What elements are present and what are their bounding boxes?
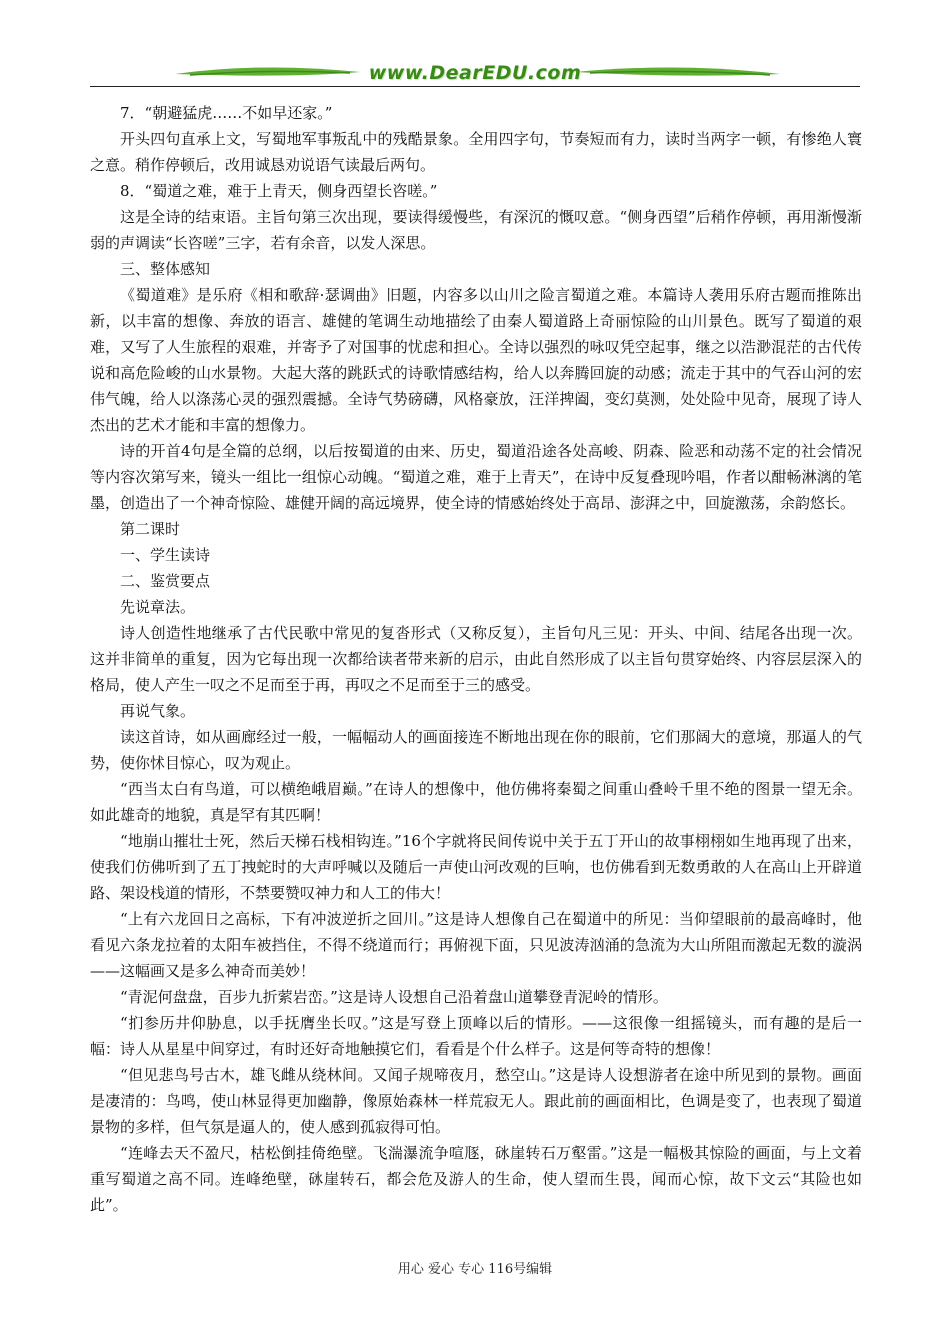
paragraph: 8．“蜀道之难，难于上青天，侧身西望长咨嗟。” <box>120 182 438 200</box>
paragraph: 7．“朝避猛虎……不如早还家。” <box>120 104 333 122</box>
paragraph: 再说气象。 <box>120 702 196 720</box>
paragraph: 诗人创造性地继承了古代民歌中常见的复沓形式（又称反复），主旨句凡三见：开头、中间、结尾各出现一次。这并非简单的重复，因为它每出现一次都给读者带来新的启示，由此自然形成了以主旨句贯穿始终、内容层层深入的格局，使人产生一叹之不足而至于再，再叹之不足而至于三的感受。 <box>90 624 862 694</box>
paragraph: “青泥何盘盘，百步九折萦岩峦。”这是诗人设想自己沿着盘山道攀登青泥岭的情形。 <box>120 988 668 1006</box>
paragraph: 诗的开首4句是全篇的总纲，以后按蜀道的由来、历史，蜀道沿途各处高峻、阴森、险恶和动荡不定的社会情况等内容次第写来，镜头一组比一组惊心动魄。“蜀道之难，难于上青天”，在诗中反复叠现吟唱，作者以酣畅淋漓的笔墨，创造出了一个神奇惊险、雄健开阔的高远境界，使全诗的情感始终处于高昂、澎湃之中，回旋激荡，余韵悠长。 <box>90 442 862 512</box>
paragraph: 读这首诗，如从画廊经过一般，一幅幅动人的画面接连不断地出现在你的眼前，它们那阔大的意境，那逼人的气势，使你怵目惊心，叹为观止。 <box>90 728 862 772</box>
paragraph: “地崩山摧壮士死，然后天梯石栈相钩连。”16个字就将民间传说中关于五丁开山的故事栩栩如生地再现了出来，使我们仿佛听到了五丁拽蛇时的大声呼喊以及随后一声使山河改观的巨响，也仿佛看到无数勇敢的人在高山上开辟道路、架设栈道的情形，不禁要赞叹神力和人工的伟大！ <box>90 832 862 902</box>
section-heading: 第二课时 <box>120 520 181 538</box>
paragraph: “扪参历井仰胁息，以手抚膺坐长叹。”这是写登上顶峰以后的情形。——这很像一组摇镜头，而有趣的是后一幅：诗人从星星中间穿过，有时还好奇地触摸它们，看看是个什么样子。这是何等奇特的想像！ <box>90 1014 862 1058</box>
header-divider <box>90 86 860 87</box>
section-heading: 一、学生读诗 <box>120 546 211 564</box>
paragraph: 这是全诗的结束语。主旨句第三次出现，要读得缓慢些，有深沉的慨叹意。“侧身西望”后稍作停顿，再用渐慢渐弱的声调读“长咨嗟”三字，若有余音，以发人深思。 <box>90 208 862 252</box>
paragraph: 开头四句直承上文，写蜀地军事叛乱中的残酷景象。全用四字句，节奏短而有力，读时当两字一顿，有惨绝人寰之意。稍作停顿后，改用诚恳劝说语气读最后两句。 <box>90 130 862 174</box>
section-heading: 三、整体感知 <box>120 260 211 278</box>
page-footer: 用心 爱心 专心 116号编辑 <box>397 1262 553 1277</box>
paragraph: 《蜀道难》是乐府《相和歌辞·瑟调曲》旧题，内容多以山川之险言蜀道之难。本篇诗人袭用乐府古题而推陈出新，以丰富的想像、奔放的语言、雄健的笔调生动地描绘了由秦人蜀道路上奇丽惊险的山川景色。既写了蜀道的艰难，又写了人生旅程的艰难，并寄予了对国事的忧虑和担心。全诗以强烈的咏叹凭空起事，继之以浩渺混茫的古代传说和高危险峻的山水景物。大起大落的跳跃式的诗歌情感结构，给人以奔腾回旋的动感；流走于其中的气吞山河的宏伟气魄，给人以涤荡心灵的强烈震撼。全诗气势磅礴，风格豪放，汪洋捭阖，变幻莫测，处处险中见奇，展现了诗人杰出的艺术才能和丰富的想像力。 <box>90 286 862 434</box>
paragraph: “上有六龙回日之高标，下有冲波逆折之回川。”这是诗人想像自己在蜀道中的所见：当仰望眼前的最高峰时，他看见六条龙拉着的太阳车被挡住，不得不绕道而行；再俯视下面，只见波涛汹涌的急流为大山所阻而激起无数的漩涡——这幅画又是多么神奇而美妙！ <box>90 910 862 980</box>
paragraph: “但见悲鸟号古木，雄飞雌从绕林间。又闻子规啼夜月，愁空山。”这是诗人设想游者在途中所见到的景物。画面是凄清的：鸟鸣，使山林显得更加幽静，像原始森林一样荒寂无人。跟此前的画面相比，色调是变了，也表现了蜀道景物的多样，但气氛是逼人的，使人感到孤寂得可怕。 <box>90 1066 862 1136</box>
site-logo: www.DearEDU.com <box>368 62 582 84</box>
paragraph: “连峰去天不盈尺，枯松倒挂倚绝壁。飞湍瀑流争喧豗，砯崖转石万壑雷。”这是一幅极其惊险的画面，与上文着重写蜀道之高不同。连峰绝壁，砯崖转石，都会危及游人的生命，使人望而生畏，闻而心惊，故下文云“其险也如此”。 <box>90 1144 862 1214</box>
section-heading: 二、鉴赏要点 <box>120 572 211 590</box>
paragraph: “西当太白有鸟道，可以横绝峨眉巅。”在诗人的想像中，他仿佛将秦蜀之间重山叠岭千里不绝的图景一望无余。如此雄奇的地貌，真是罕有其匹啊！ <box>90 780 862 824</box>
paragraph: 先说章法。 <box>120 598 196 616</box>
document-body <box>90 100 862 1218</box>
